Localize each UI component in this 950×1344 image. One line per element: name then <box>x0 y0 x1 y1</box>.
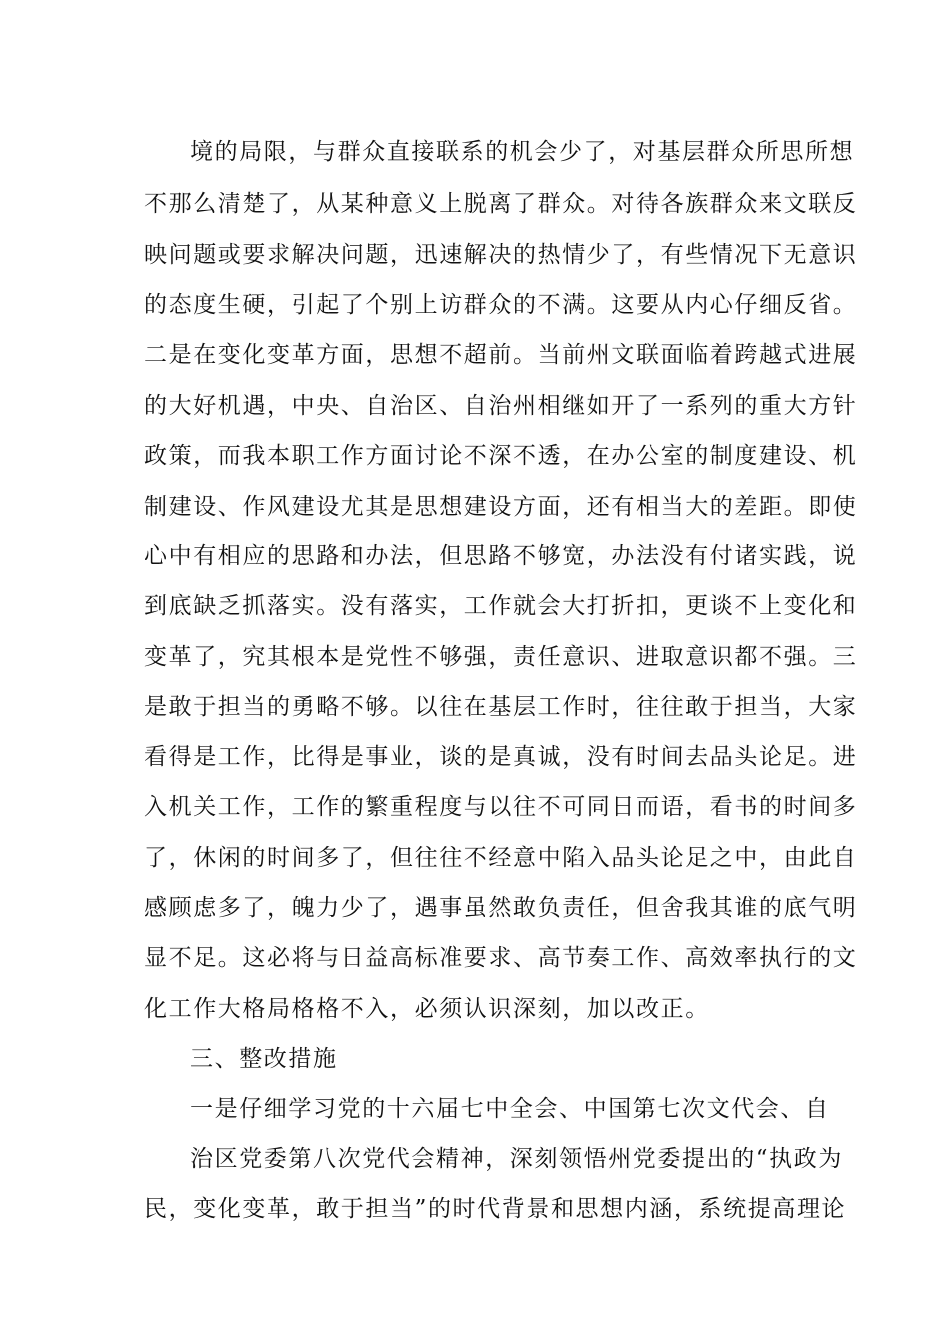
text-line: 民，变化变革，敢于担当”的时代背景和思想内涵，系统提高理论 <box>144 1196 847 1222</box>
section-heading: 三、整改措施 <box>190 1046 338 1072</box>
text-line: 治区党委第八次党代会精神，深刻领悟州党委提出的“执政为 <box>190 1146 843 1172</box>
text-line: 的态度生硬，引起了个别上访群众的不满。这要从内心仔细反省。 <box>144 292 858 318</box>
text-line: 到底缺乏抓落实。没有落实，工作就会大打折扣，更谈不上变化和 <box>144 593 858 619</box>
text-line: 不那么清楚了，从某种意义上脱离了群众。对待各族群众来文联反 <box>144 191 858 217</box>
text-line: 感顾虑多了，魄力少了，遇事虽然敢负责任，但舍我其谁的底气明 <box>144 895 858 921</box>
text-line: 的大好机遇，中央、自治区、自治州相继如开了一系列的重大方针 <box>144 393 858 419</box>
text-line: 一是仔细学习党的十六届七中全会、中国第七次文代会、自 <box>190 1096 830 1122</box>
text-line: 是敢于担当的勇略不够。以往在基层工作时，往往敢于担当，大家 <box>144 694 858 720</box>
text-line: 了，休闲的时间多了，但往往不经意中陷入品头论足之中，由此自 <box>144 845 858 871</box>
text-line: 政策，而我本职工作方面讨论不深不透，在办公室的制度建设、机 <box>144 443 858 469</box>
text-line: 二是在变化变革方面，思想不超前。当前州文联面临着跨越式进展 <box>144 342 858 368</box>
text-line: 心中有相应的思路和办法，但思路不够宽，办法没有付诸实践，说 <box>144 543 858 569</box>
text-line: 显不足。这必将与日益高标准要求、高节奏工作、高效率执行的文 <box>144 945 858 971</box>
text-line: 境的局限，与群众直接联系的机会少了，对基层群众所思所想 <box>190 139 855 165</box>
text-line: 入机关工作，工作的繁重程度与以往不可同日而语，看书的时间多 <box>144 794 858 820</box>
text-line: 看得是工作，比得是事业，谈的是真诚，没有时间去品头论足。进 <box>144 744 858 770</box>
text-line: 制建设、作风建设尤其是思想建设方面，还有相当大的差距。即使 <box>144 494 858 520</box>
text-line: 化工作大格局格格不入，必须认识深刻，加以改正。 <box>144 996 710 1022</box>
text-line: 映问题或要求解决问题，迅速解决的热情少了，有些情况下无意识 <box>144 242 858 268</box>
text-line: 变革了，究其根本是党性不够强，责任意识、进取意识都不强。三 <box>144 644 858 670</box>
